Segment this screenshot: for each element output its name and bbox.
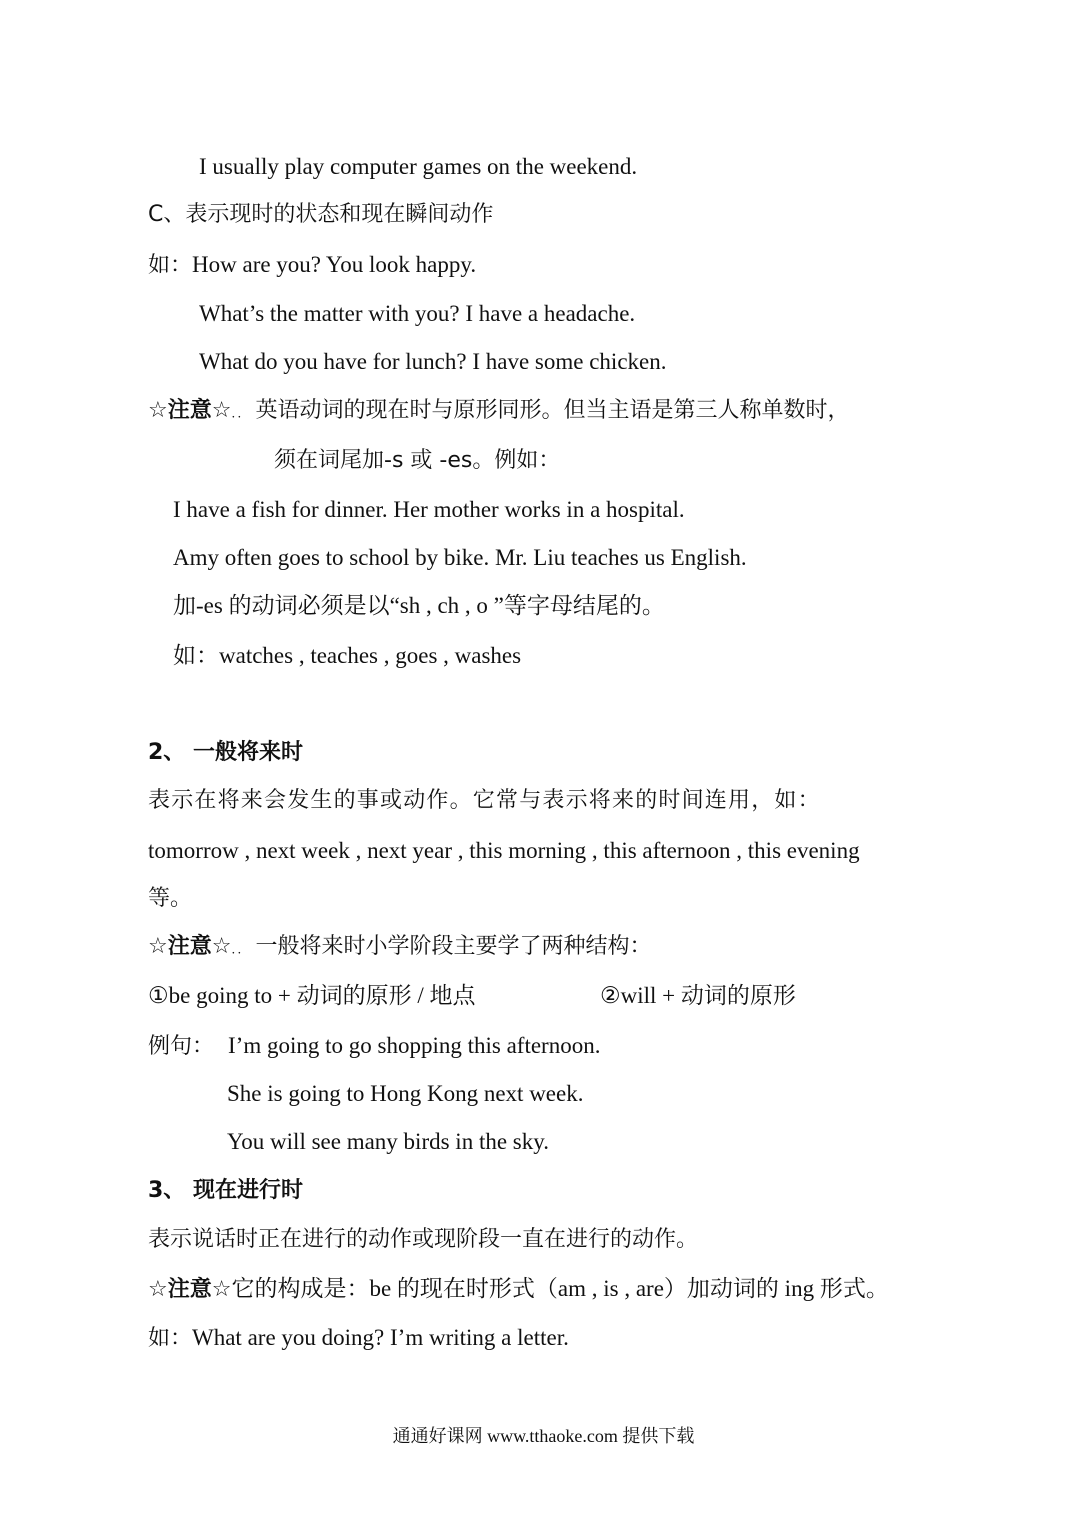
example-sentence: I have a fish for dinner. Her mother works in a hospital. (173, 497, 685, 522)
example-sentence: What are you doing? I’m writing a letter. (192, 1325, 569, 1350)
note-line (148, 932, 651, 964)
example-sentence: Amy often goes to school by bike. Mr. Liu teaches us English. (173, 545, 747, 570)
example-prefix: 如： (148, 253, 193, 278)
note-text: 它的构成是：be 的现在时形式（am , is , are）加动词的 ing 形式。 (231, 1276, 889, 1301)
structure-two: ②will + 动词的原形 (600, 983, 796, 1008)
note-line (148, 396, 849, 428)
example-sentence: I’m going to go shopping this afternoon. (228, 1033, 601, 1058)
example-sentence: She is going to Hong Kong next week. (227, 1081, 584, 1106)
section-heading-future: 2、 一般将来时 (148, 740, 303, 765)
section-heading-progressive: 3、 现在进行时 (148, 1178, 303, 1203)
example-sentence: What’s the matter with you? I have a headache. (199, 301, 636, 326)
page-footer: 通通好课网 www.tthaoke.com 提供下载 (392, 1426, 695, 1446)
note-label: ☆注意☆ (148, 398, 232, 423)
note-label: ☆注意☆ (148, 1277, 232, 1302)
section-description: 表示说话时正在进行的动作或现阶段一直在进行的动作。 (148, 1227, 699, 1252)
note-text-continued: 须在词尾加-s 或 -es。例如： (274, 448, 561, 473)
note-label: ☆注意☆ (148, 934, 232, 959)
es-rule: 加-es 的动词必须是以“sh , ch , o ”等字母结尾的。 (173, 593, 665, 618)
section-description: 表示在将来会发生的事或动作。它常与表示将来的时间连用，如： (148, 788, 821, 813)
rule-point-c: C、表示现时的状态和现在瞬间动作 (148, 202, 494, 227)
structure-one: ①be going to + 动词的原形 / 地点 (148, 983, 476, 1008)
note-text: 英语动词的现在时与原形同形。但当主语是第三人称单数时， (255, 398, 850, 423)
example-prefix: 如： (148, 1326, 193, 1351)
example-sentence: I usually play computer games on the weekend. (199, 154, 638, 179)
note-line (148, 1274, 889, 1305)
note-text: 一般将来时小学阶段主要学了两种结构： (255, 934, 652, 959)
etc-text: 等。 (148, 886, 193, 911)
note-dots: ．． (231, 942, 250, 956)
example-sentence: How are you? You look happy. (192, 252, 477, 277)
example-sentence: You will see many birds in the sky. (227, 1129, 549, 1154)
example-line (148, 1031, 600, 1062)
es-examples: 如：watches , teaches , goes , washes (173, 643, 522, 668)
example-prefix: 例句： (148, 1034, 215, 1059)
time-words: tomorrow , next week , next year , this morning , this afternoon , this evening (148, 838, 860, 863)
example-line (148, 1323, 569, 1354)
example-sentence: What do you have for lunch? I have some chicken. (199, 349, 667, 374)
note-dots: ．． (231, 406, 250, 420)
example-line (148, 250, 476, 281)
